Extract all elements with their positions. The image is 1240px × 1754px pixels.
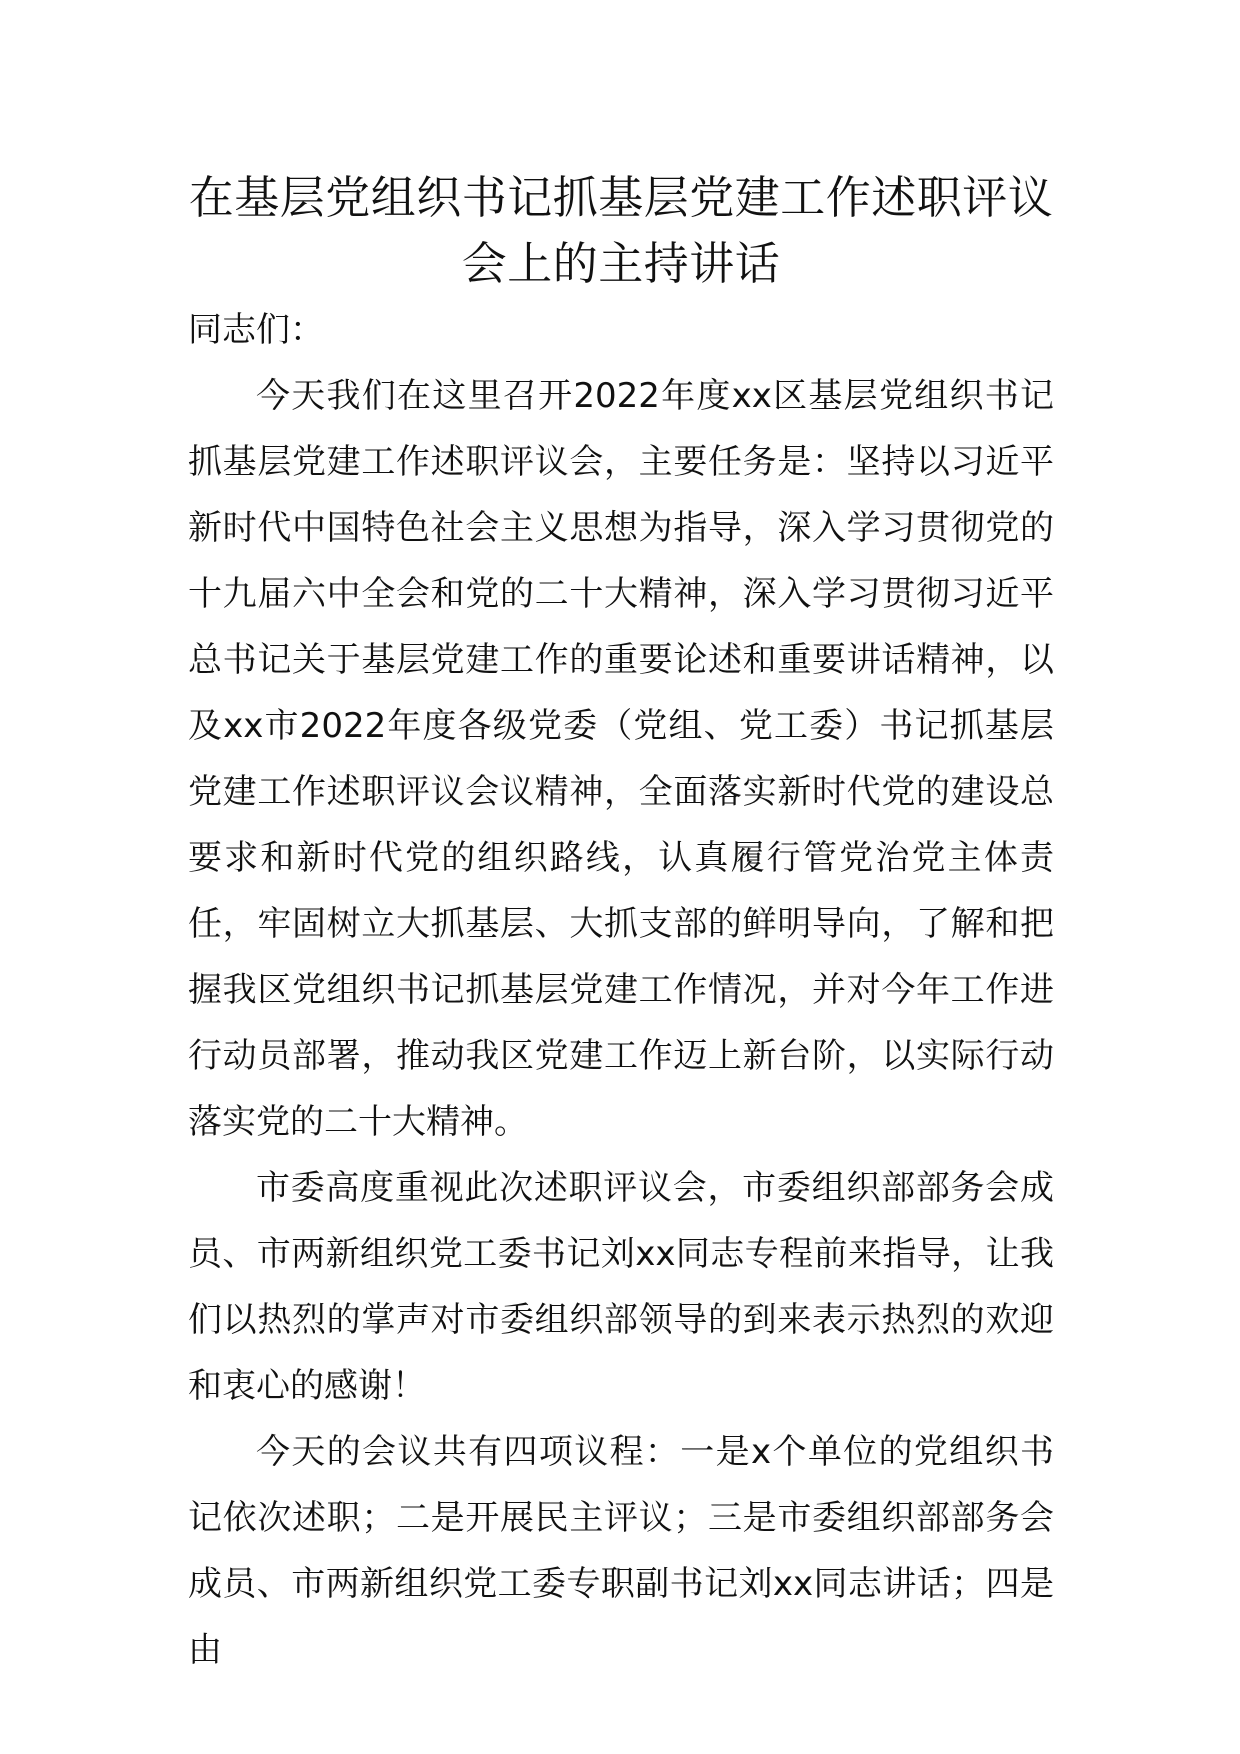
paragraph-2: 市委高度重视此次述职评议会，市委组织部部务会成员、市两新组织党工委书记刘xx同志专程前来指导，让我们以热烈的掌声对市委组织部领导的到来表示热烈的欢迎和衷心的感谢！ bbox=[188, 1168, 1054, 1406]
salutation: 同志们： bbox=[188, 310, 324, 350]
document-title: 在基层党组织书记抓基层党建工作述职评议会上的主持讲话 bbox=[188, 171, 1054, 290]
paragraph-3: 今天的会议共有四项议程：一是x个单位的党组织书记依次述职；二是开展民主评议；三是市委组织部部务会成员、市两新组织党工委专职副书记刘xx同志讲话；四是由 bbox=[188, 1432, 1054, 1670]
paragraph-1: 今天我们在这里召开2022年度xx区基层党组织书记抓基层党建工作述职评议会，主要任务是：坚持以习近平新时代中国特色社会主义思想为指导，深入学习贯彻党的十九届六中全会和党的二十大精神，深入学习贯彻习近平总书记关于基层党建工作的重要论述和重要讲话精神，以及xx市2022年度各级党委（党组、党工委）书记抓基层党建工作述职评议会议精神，全面落实新时代党的建设总要求和新时代党的组织路线，认真履行管党治党主体责任，牢固树立大抓基层、大抓支部的鲜明导向，了解和把握我区党组织书记抓基层党建工作情况，并对今年工作进行动员部署，推动我区党建工作迈上新台阶，以实际行动落实党的二十大精神。 bbox=[188, 376, 1054, 1142]
document-body bbox=[188, 165, 1054, 1683]
